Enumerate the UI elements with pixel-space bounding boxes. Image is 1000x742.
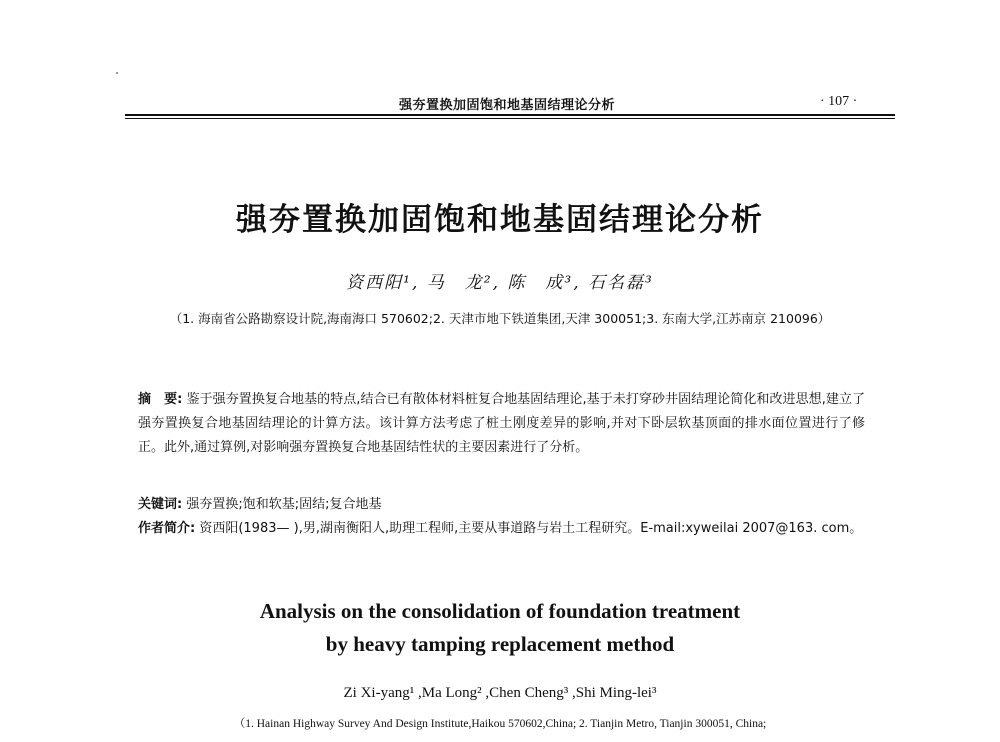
- keywords-text: 强夯置换;饱和软基;固结;复合地基: [182, 497, 382, 512]
- abstract-text: 鉴于强夯置换复合地基的特点,结合已有散体材料桩复合地基固结理论,基于未打穿砂井固结理论简化和改进思想,建立了强夯置换复合地基固结理论的计算方法。该计算方法考虑了桩土刚度差异的影响,并对下卧层软基顶面的排水面位置进行了修正。此外,通过算例,对影响强夯置换复合地基固结性状的主要因素进行了分析。: [138, 392, 865, 455]
- author-bio-cn: [138, 517, 865, 541]
- author-list-en: Zi Xi-yang¹ ,Ma Long² ,Chen Cheng³ ,Shi Ming-lei³: [343, 685, 657, 701]
- article-title-en-line2: by heavy tamping replacement method: [325, 632, 675, 656]
- page-number: · 107 ·: [820, 94, 858, 109]
- affiliations-en: （1. Hainan Highway Survey And Design Institute,Haikou 570602,China; 2. Tianjin Metro, Tianjin 300051, China;: [233, 718, 767, 730]
- affiliations-cn: （1. 海南省公路勘察设计院,海南海口 570602;2. 天津市地下铁道集团,天津 300051;3. 东南大学,江苏南京 210096）: [169, 311, 831, 326]
- author-bio-label: 作者简介:: [138, 521, 196, 536]
- header-rule-thin: [125, 118, 895, 119]
- header-rule-thick: [125, 114, 895, 116]
- article-title-cn: 强夯置换加固饱和地基固结理论分析: [236, 202, 764, 238]
- running-header-title: 强夯置换加固饱和地基固结理论分析: [399, 98, 616, 113]
- author-list-cn: 资西阳¹, 马 龙², 陈 成³, 石名磊³: [346, 273, 654, 293]
- article-title-en: [0, 595, 1000, 661]
- abstract-cn: [138, 388, 865, 460]
- abstract-label: 摘 要:: [138, 392, 183, 407]
- keywords-cn: [138, 493, 865, 512]
- keywords-label: 关键词:: [138, 497, 183, 512]
- scan-speck: [116, 72, 118, 74]
- author-bio-text: 资西阳(1983— ),男,湖南衡阳人,助理工程师,主要从事道路与岩土工程研究。E-mail:xyweilai 2007@163. com。: [195, 521, 863, 536]
- article-title-en-line1: Analysis on the consolidation of foundation treatment: [259, 599, 741, 623]
